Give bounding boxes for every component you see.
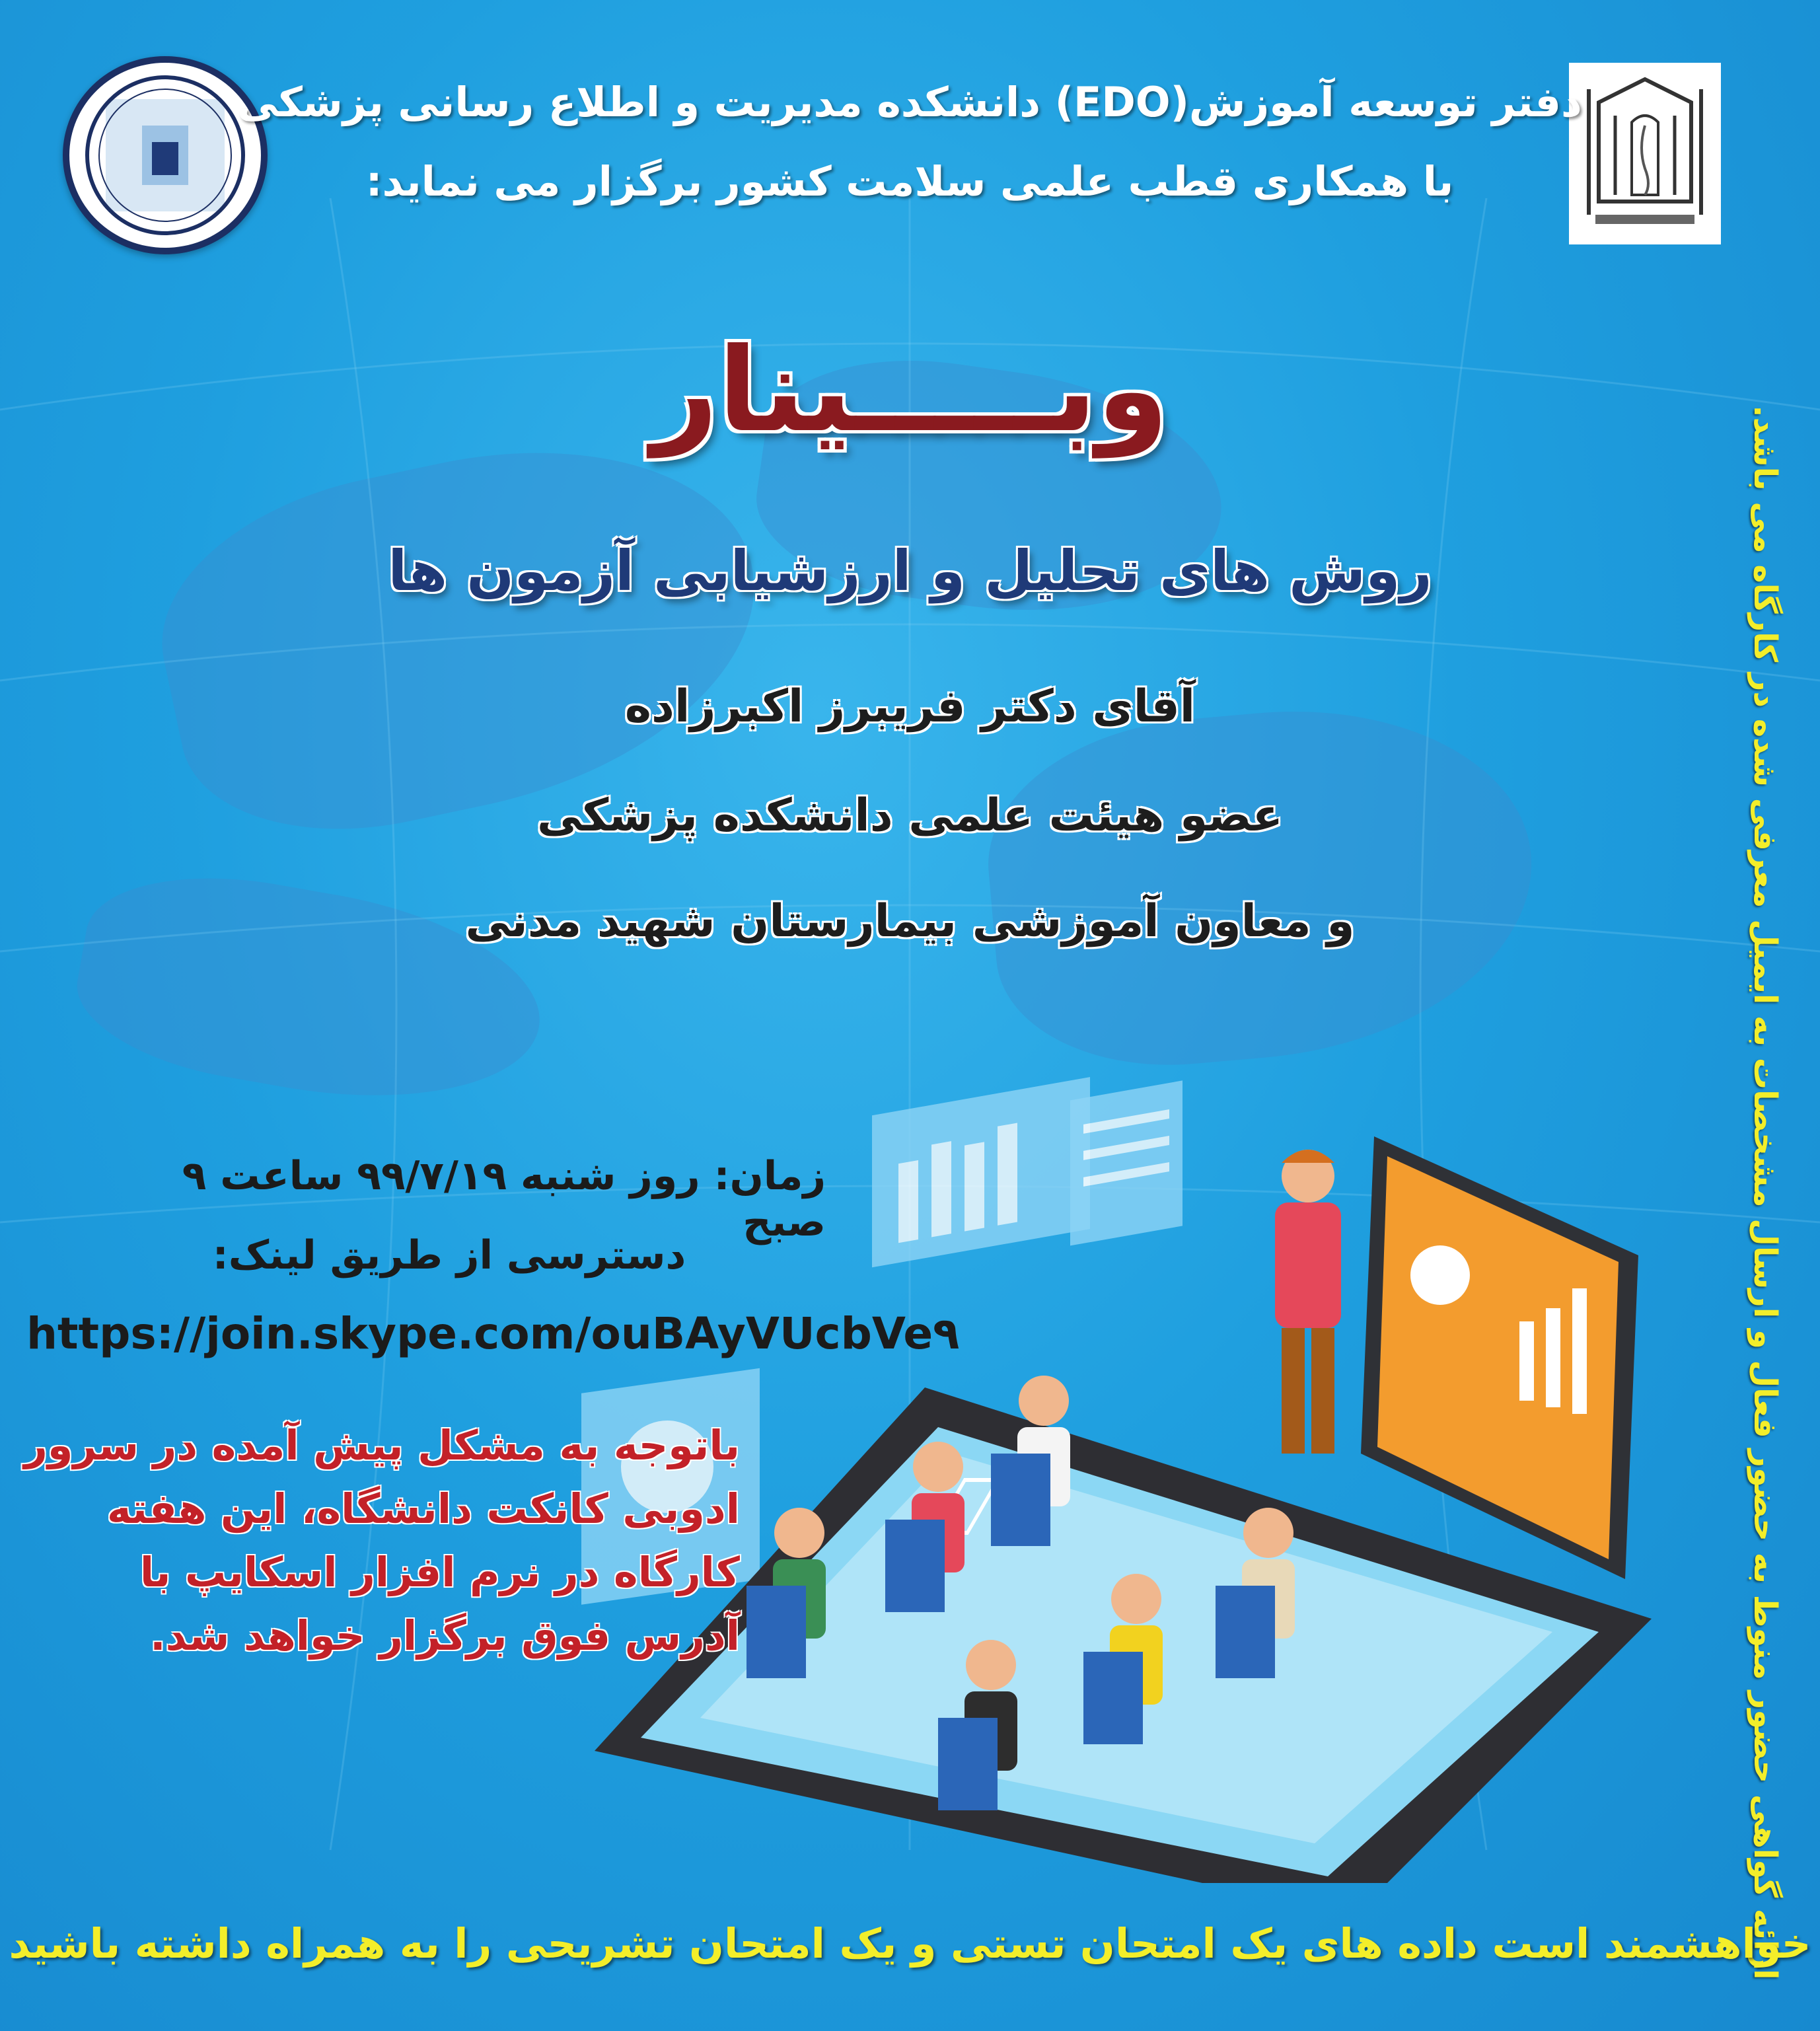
floating-chart-panel — [872, 1077, 1090, 1267]
speaker-name: آقای دکتر فریبرز اکبرزاده — [624, 681, 1196, 733]
access-label: دسترسی از طریق لینک: — [212, 1232, 686, 1278]
notice-text: باتوجه به مشکل پیش آمده در سرور ادوبی کانکت دانشگاه، این هفته کارگاه در نرم افزار اسکایپ با آدرس فوق برگزار خواهد شد. — [24, 1421, 740, 1660]
footer-instruction: خواهشمند است داده های یک امتحان تستی و یک امتحان تشریحی را به همراه داشته باشید — [9, 1919, 1811, 1968]
presenter-figure — [1275, 1150, 1341, 1454]
speaker-role: و معاون آموزشی بیمارستان شهید مدنی — [465, 895, 1355, 947]
certificate-note: ارائه گواهی حضور منوط به حضور فعال و ارسال مشخصات به ایمیل معرفی شده در کارگاه می باشد. — [1747, 405, 1784, 1980]
presentation-screen — [1361, 1136, 1638, 1579]
organizer-line: دفتر توسعه آموزش(EDO) دانشکده مدیریت و اطلاع رسانی پزشکی — [237, 78, 1582, 126]
event-time: زمان: روز شنبه ۹۹/۷/۱۹ ساعت ۹ صبح — [182, 1153, 826, 1245]
speaker-role: عضو هیئت علمی دانشکده پزشکی — [537, 790, 1283, 842]
floating-text-panel — [1070, 1080, 1183, 1245]
skype-link[interactable]: https://join.skype.com/ouBAyVUcbVe۹ — [26, 1308, 960, 1359]
webinar-topic: روش های تحلیل و ارزشیابی آزمون ها — [388, 538, 1432, 603]
collaboration-line: با همکاری قطب علمی سلامت کشور برگزار می نماید: — [365, 157, 1454, 205]
page-title: وبـــــینار — [651, 324, 1169, 458]
